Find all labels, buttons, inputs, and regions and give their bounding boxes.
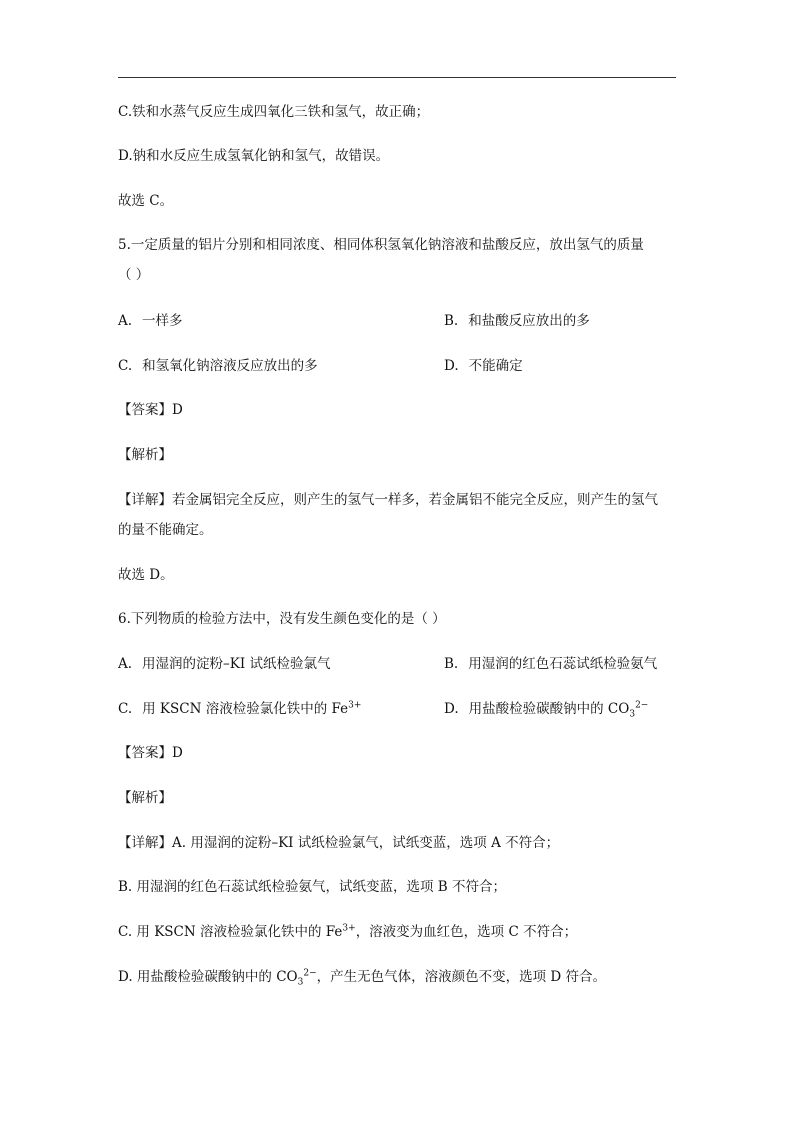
option-a: [118, 655, 331, 673]
option-letter: D.: [444, 358, 459, 374]
superscript: 3+: [342, 923, 356, 934]
header-rule: [118, 77, 676, 78]
option-c: [118, 357, 318, 375]
option-text: 一样多: [142, 313, 183, 329]
text-line: 故选 D。: [118, 567, 174, 583]
option-letter: B.: [444, 313, 459, 329]
detail-part: C. 用 KSCN 溶液检验氯化铁中的 Fe: [118, 924, 343, 940]
option-c: [118, 700, 361, 718]
option-text: 和氢氧化钠溶液反应放出的多: [142, 358, 318, 374]
superscript: 2−: [635, 700, 649, 711]
detail-text: [118, 968, 606, 986]
text-line: D.钠和水反应生成氢氧化钠和氢气，故错误。: [118, 148, 390, 164]
option-letter: A.: [118, 313, 133, 329]
option-text: 用湿润的淀粉–KI 试纸检验氯气: [142, 656, 331, 672]
detail-part: ，溶液变为血红色，选项 C 不符合；: [355, 924, 578, 940]
option-a: [118, 312, 183, 330]
text-line: C.铁和水蒸气反应生成四氧化三铁和氢气，故正确；: [118, 104, 430, 120]
analysis-label: 【解析】: [118, 447, 172, 463]
question-stem: 5.一定质量的铝片分别和相同浓度、相同体积氢氧化钠溶液和盐酸反应，放出氢气的质量: [118, 237, 644, 253]
subscript: 3: [629, 709, 636, 720]
option-letter: C.: [118, 701, 133, 717]
superscript: 2−: [303, 968, 317, 979]
detail-text: 【详解】若金属铝完全反应，则产生的氢气一样多，若金属铝不能完全反应，则产生的氢气: [118, 492, 658, 508]
detail-part: ，产生无色气体，溶液颜色不变，选项 D 符合。: [316, 969, 607, 985]
option-text: 用盐酸检验碳酸钠中的 CO: [468, 701, 630, 717]
detail-text: 【详解】A. 用湿润的淀粉–KI 试纸检验氯气，试纸变蓝，选项 A 不符合；: [118, 835, 560, 851]
detail-text: 的量不能确定。: [118, 522, 213, 538]
option-text: 和盐酸反应放出的多: [468, 313, 590, 329]
option-letter: B.: [444, 656, 459, 672]
option-letter: A.: [118, 656, 133, 672]
option-d: [444, 357, 523, 375]
option-text: 用 KSCN 溶液检验氯化铁中的 Fe: [142, 701, 349, 717]
option-text: 用湿润的红色石蕊试纸检验氨气: [468, 656, 658, 672]
option-text: 不能确定: [468, 358, 523, 374]
detail-part: D. 用盐酸检验碳酸钠中的 CO: [118, 969, 298, 985]
option-b: [444, 655, 657, 673]
text-line: 故选 C。: [118, 193, 174, 209]
detail-text: B. 用湿润的红色石蕊试纸检验氨气，试纸变蓝，选项 B 不符合；: [118, 879, 507, 895]
question-stem: 6.下列物质的检验方法中，没有发生颜色变化的是（ ）: [118, 611, 446, 627]
analysis-label: 【解析】: [118, 790, 172, 806]
option-letter: C.: [118, 358, 133, 374]
option-b: [444, 312, 590, 330]
answer-label: 【答案】D: [118, 402, 183, 418]
subscript: 3: [297, 977, 304, 988]
answer-blank: （ ）: [118, 267, 150, 283]
option-letter: D.: [444, 701, 459, 717]
superscript: 3+: [348, 700, 362, 711]
answer-label: 【答案】D: [118, 745, 183, 761]
detail-text: [118, 923, 577, 941]
option-d: [444, 700, 648, 718]
